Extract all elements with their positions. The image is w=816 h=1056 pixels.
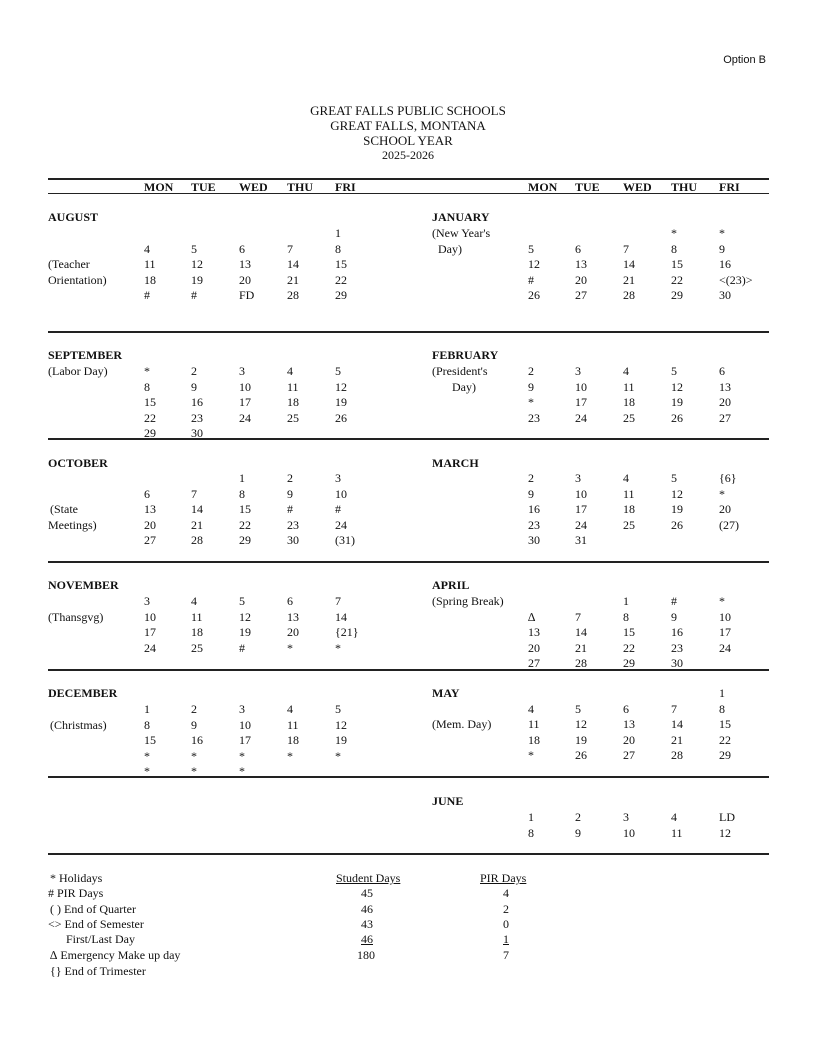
day-cell-september: 11 [287, 379, 299, 394]
day-cell-november: 19 [239, 625, 251, 639]
day-cell-january: 20 [575, 272, 587, 287]
day-cell-february: 4 [623, 364, 629, 378]
day-cell-march: 23 [528, 517, 540, 532]
bottom-rule [48, 853, 769, 855]
day-cell-december: * [144, 764, 150, 778]
day-cell-may: 13 [623, 717, 635, 731]
day-cell-november: 25 [191, 640, 203, 655]
day-cell-september: 25 [287, 410, 299, 425]
day-cell-january: 9 [719, 241, 725, 256]
day-cell-may: 14 [671, 717, 683, 731]
day-cell-september: 12 [335, 379, 347, 394]
month-label-may: MAY [432, 686, 460, 700]
day-cell-january: 16 [719, 257, 731, 271]
day-cell-september: 16 [191, 395, 203, 409]
day-cell-december: * [335, 748, 341, 763]
day-cell-august: 12 [191, 257, 203, 271]
day-cell-october: 8 [239, 486, 245, 501]
right-weekday-header: TUE [575, 180, 600, 194]
day-cell-january: * [671, 226, 677, 240]
day-cell-march: 12 [671, 486, 683, 501]
day-cell-may: 6 [623, 701, 629, 716]
day-cell-october: 21 [191, 517, 203, 532]
day-cell-december: * [191, 764, 197, 778]
day-cell-february: 25 [623, 410, 635, 425]
pir-days-value: 0 [503, 917, 509, 931]
day-cell-october: 15 [239, 502, 251, 516]
day-cell-march: 31 [575, 533, 587, 547]
day-cell-june: 10 [623, 825, 635, 840]
note-february: (President's [432, 364, 488, 378]
day-cell-august: 18 [144, 272, 156, 287]
legend-item: ( ) End of Quarter [50, 902, 136, 916]
header-line-3: SCHOOL YEAR [363, 133, 453, 148]
month-label-december: DECEMBER [48, 686, 118, 700]
day-cell-march: 30 [528, 533, 540, 547]
day-cell-december: 17 [239, 733, 251, 747]
legend-item: * Holidays [50, 871, 103, 885]
day-cell-august: FD [239, 288, 255, 302]
student-days-value: 46 [361, 932, 373, 946]
day-cell-march: 4 [623, 471, 629, 485]
option-label: Option B [723, 54, 766, 66]
day-cell-april: 27 [528, 656, 540, 670]
day-cell-september: * [144, 364, 150, 378]
day-cell-september: 15 [144, 395, 156, 409]
day-cell-february: 10 [575, 379, 587, 394]
day-cell-december: 12 [335, 717, 347, 732]
day-cell-january: 29 [671, 288, 683, 302]
day-cell-september: 18 [287, 395, 299, 409]
day-cell-december: * [191, 748, 197, 763]
note-august: (Teacher [48, 257, 90, 271]
day-cell-march: {6} [719, 471, 737, 485]
day-cell-november: 20 [287, 625, 299, 639]
day-cell-may: 4 [528, 701, 534, 716]
day-cell-august: 19 [191, 272, 203, 287]
day-cell-august: 6 [239, 241, 245, 256]
day-cell-november: 3 [144, 594, 150, 608]
day-cell-april: 17 [719, 625, 731, 639]
day-cell-february: * [528, 395, 534, 409]
note-august: Orientation) [48, 272, 107, 287]
day-cell-november: {21} [335, 625, 359, 639]
pir-days-value: 4 [503, 886, 509, 900]
legend-item: # PIR Days [48, 886, 104, 900]
day-cell-september: 9 [191, 379, 197, 394]
right-weekday-header: WED [623, 180, 652, 194]
day-cell-october: 20 [144, 517, 156, 532]
day-cell-february: 18 [623, 395, 635, 409]
day-cell-may: 22 [719, 732, 731, 747]
day-cell-march: 10 [575, 486, 587, 501]
student-days-header: Student Days [336, 871, 401, 885]
day-cell-october: # [335, 502, 341, 516]
day-cell-april: 14 [575, 625, 587, 639]
day-cell-may: 11 [528, 717, 540, 731]
month-label-september: SEPTEMBER [48, 348, 123, 362]
day-cell-september: 2 [191, 364, 197, 378]
day-cell-november: 5 [239, 594, 245, 608]
left-weekday-header: FRI [335, 180, 356, 194]
day-cell-may: 5 [575, 701, 581, 716]
note-january: (New Year's [432, 226, 491, 240]
day-cell-january: 21 [623, 272, 635, 287]
day-cell-april: 29 [623, 656, 635, 670]
header-line-2: GREAT FALLS, MONTANA [330, 118, 486, 133]
day-cell-august: 20 [239, 272, 251, 287]
left-weekday-header: THU [287, 180, 314, 194]
divider-2 [48, 438, 769, 440]
day-cell-january: 7 [623, 241, 629, 256]
day-cell-november: 14 [335, 609, 347, 624]
day-cell-june: 1 [528, 810, 534, 824]
day-cell-september: 5 [335, 364, 341, 378]
day-cell-august: 11 [144, 257, 156, 271]
day-cell-november: 24 [144, 640, 156, 655]
day-cell-december: * [144, 748, 150, 763]
day-cell-february: 27 [719, 410, 731, 425]
day-cell-april: 8 [623, 609, 629, 624]
day-cell-february: 3 [575, 364, 581, 378]
day-cell-january: 27 [575, 288, 587, 302]
day-cell-october: 13 [144, 502, 156, 516]
student-days-value: 43 [361, 917, 373, 931]
day-cell-april: 15 [623, 625, 635, 639]
header-line-4: 2025-2026 [382, 148, 434, 162]
day-cell-november: 4 [191, 594, 197, 608]
student-days-value: 45 [361, 886, 373, 900]
day-cell-december: * [287, 748, 293, 763]
day-cell-march: 19 [671, 502, 683, 516]
day-cell-february: 11 [623, 379, 635, 394]
day-cell-august: 4 [144, 241, 150, 256]
day-cell-december: 8 [144, 717, 150, 732]
day-cell-april: 28 [575, 656, 587, 670]
day-cell-may: * [528, 748, 534, 762]
day-cell-april: 10 [719, 609, 731, 624]
day-cell-august: # [144, 288, 150, 302]
day-cell-february: 5 [671, 364, 677, 378]
day-cell-august: 28 [287, 288, 299, 302]
day-cell-april: 20 [528, 640, 540, 655]
note-october: (State [50, 502, 78, 516]
day-cell-september: 8 [144, 379, 150, 394]
day-cell-february: 9 [528, 379, 534, 394]
divider-1 [48, 331, 769, 333]
day-cell-november: 11 [191, 609, 203, 624]
day-cell-october: 23 [287, 517, 299, 532]
day-cell-october: 24 [335, 517, 347, 532]
day-cell-october: 9 [287, 486, 293, 501]
day-cell-january: 28 [623, 288, 635, 302]
day-cell-may: 28 [671, 748, 683, 762]
day-cell-january: 6 [575, 241, 581, 256]
day-cell-october: 14 [191, 502, 203, 516]
day-cell-january: 5 [528, 241, 534, 256]
day-cell-april: 22 [623, 640, 635, 655]
pir-days-header: PIR Days [480, 871, 527, 885]
day-cell-march: 3 [575, 471, 581, 485]
day-cell-december: 10 [239, 717, 251, 732]
day-cell-september: 30 [191, 426, 203, 440]
day-cell-october: 10 [335, 486, 347, 501]
day-cell-august: 13 [239, 257, 251, 271]
day-cell-june: 2 [575, 810, 581, 824]
note-december: (Christmas) [50, 717, 107, 732]
day-cell-january: 26 [528, 288, 540, 302]
header-line-1: GREAT FALLS PUBLIC SCHOOLS [310, 103, 506, 118]
day-cell-august: 8 [335, 241, 341, 256]
day-cell-january: 12 [528, 257, 540, 271]
day-cell-january: * [719, 226, 725, 240]
day-cell-september: 26 [335, 410, 347, 425]
day-cell-august: 15 [335, 257, 347, 271]
month-label-october: OCTOBER [48, 456, 108, 470]
divider-4 [48, 669, 769, 671]
day-cell-may: 20 [623, 732, 635, 747]
day-cell-april: 30 [671, 656, 683, 670]
day-cell-november: * [287, 640, 293, 655]
pir-days-value: 1 [503, 932, 509, 946]
day-cell-march: 2 [528, 471, 534, 485]
day-cell-march: 26 [671, 517, 683, 532]
day-cell-october: 29 [239, 533, 251, 547]
day-cell-august: 5 [191, 241, 197, 256]
day-cell-november: 17 [144, 625, 156, 639]
day-cell-december: 16 [191, 733, 203, 747]
day-cell-december: * [239, 764, 245, 778]
day-cell-august: # [191, 288, 197, 302]
day-cell-august: 22 [335, 272, 347, 287]
day-cell-march: 9 [528, 486, 534, 501]
day-cell-february: 20 [719, 395, 731, 409]
day-cell-april: ∆ [528, 609, 536, 624]
day-cell-january: 14 [623, 257, 635, 271]
month-label-january: JANUARY [432, 210, 490, 224]
day-cell-november: 12 [239, 609, 251, 624]
day-cell-october: 6 [144, 486, 150, 501]
student-days-value: 46 [361, 902, 373, 916]
day-cell-february: 2 [528, 364, 534, 378]
pir-days-value: 7 [503, 948, 509, 962]
day-cell-april: 21 [575, 640, 587, 655]
day-cell-february: 12 [671, 379, 683, 394]
day-cell-september: 23 [191, 410, 203, 425]
day-cell-october: 1 [239, 471, 245, 485]
day-cell-february: 17 [575, 395, 587, 409]
day-cell-april: 13 [528, 625, 540, 639]
day-cell-september: 19 [335, 395, 347, 409]
day-cell-june: 9 [575, 825, 581, 840]
day-cell-april: 24 [719, 640, 731, 655]
month-label-november: NOVEMBER [48, 578, 119, 592]
legend-item: <> End of Semester [48, 917, 144, 931]
day-cell-january: 13 [575, 257, 587, 271]
day-cell-november: 7 [335, 594, 341, 608]
day-cell-february: 23 [528, 410, 540, 425]
day-cell-october: (31) [335, 533, 355, 547]
day-cell-may: 18 [528, 732, 540, 747]
day-cell-december: 1 [144, 702, 150, 716]
day-cell-october: 30 [287, 533, 299, 547]
day-cell-january: 8 [671, 241, 677, 256]
day-cell-december: 2 [191, 702, 197, 716]
day-cell-april: 9 [671, 609, 677, 624]
day-cell-may: 26 [575, 748, 587, 762]
day-cell-march: 20 [719, 502, 731, 516]
day-cell-november: 13 [287, 609, 299, 624]
day-cell-april: 7 [575, 609, 581, 624]
day-cell-march: * [719, 486, 725, 501]
day-cell-november: 18 [191, 625, 203, 639]
left-weekday-header: MON [144, 180, 174, 194]
day-cell-april: 16 [671, 625, 683, 639]
day-cell-june: LD [719, 810, 735, 824]
day-cell-december: 5 [335, 702, 341, 716]
day-cell-january: 30 [719, 288, 731, 302]
day-cell-december: 11 [287, 717, 299, 732]
note-february: Day) [452, 379, 476, 394]
day-cell-june: 4 [671, 810, 677, 824]
day-cell-february: 24 [575, 410, 587, 425]
month-label-april: APRIL [432, 578, 470, 592]
day-cell-november: 6 [287, 594, 293, 608]
day-cell-may: 7 [671, 701, 677, 716]
right-weekday-header: THU [671, 180, 698, 194]
day-cell-february: 6 [719, 364, 725, 378]
note-september: (Labor Day) [48, 364, 108, 378]
day-cell-august: 21 [287, 272, 299, 287]
day-cell-march: 11 [623, 486, 635, 501]
day-cell-may: 29 [719, 748, 731, 762]
day-cell-november: # [239, 640, 245, 655]
day-cell-march: 17 [575, 502, 587, 516]
day-cell-september: 24 [239, 410, 251, 425]
note-may: (Mem. Day) [432, 717, 492, 731]
day-cell-february: 19 [671, 395, 683, 409]
month-label-february: FEBRUARY [432, 348, 499, 362]
day-cell-february: 26 [671, 410, 683, 425]
note-january: Day) [438, 241, 462, 256]
day-cell-june: 8 [528, 825, 534, 840]
day-cell-march: 5 [671, 471, 677, 485]
day-cell-december: 4 [287, 702, 293, 716]
day-cell-may: 8 [719, 701, 725, 716]
day-cell-january: # [528, 272, 534, 287]
day-cell-april: 23 [671, 640, 683, 655]
day-cell-december: * [239, 748, 245, 763]
day-cell-october: 22 [239, 517, 251, 532]
day-cell-october: 3 [335, 471, 341, 485]
legend-item: {} End of Trimester [50, 964, 146, 978]
day-cell-june: 12 [719, 825, 731, 840]
left-weekday-header: WED [239, 180, 268, 194]
day-cell-december: 15 [144, 733, 156, 747]
day-cell-november: * [335, 640, 341, 655]
day-cell-april: # [671, 594, 677, 608]
day-cell-august: 14 [287, 257, 299, 271]
day-cell-may: 21 [671, 732, 683, 747]
day-cell-april: * [719, 594, 725, 608]
student-days-value: 180 [357, 948, 375, 962]
day-cell-may: 15 [719, 717, 731, 731]
day-cell-may: 12 [575, 717, 587, 731]
legend-item: First/Last Day [66, 932, 135, 946]
day-cell-february: 13 [719, 379, 731, 394]
note-november: (Thansgvg) [48, 609, 104, 624]
day-cell-october: 2 [287, 471, 293, 485]
day-cell-january: 22 [671, 272, 683, 287]
day-cell-september: 22 [144, 410, 156, 425]
day-cell-april: 1 [623, 594, 629, 608]
month-label-august: AUGUST [48, 210, 99, 224]
day-cell-january: <(23)> [719, 272, 753, 287]
day-cell-june: 11 [671, 825, 683, 840]
pir-days-value: 2 [503, 902, 509, 916]
day-cell-october: # [287, 502, 293, 516]
divider-3 [48, 561, 769, 563]
day-cell-may: 19 [575, 732, 587, 747]
day-cell-august: 7 [287, 241, 293, 256]
day-cell-october: 27 [144, 533, 156, 547]
day-cell-august: 29 [335, 288, 347, 302]
day-cell-september: 29 [144, 426, 156, 440]
day-cell-may: 27 [623, 748, 635, 762]
day-cell-november: 10 [144, 609, 156, 624]
day-cell-may: 1 [719, 686, 725, 700]
right-weekday-header: MON [528, 180, 558, 194]
day-cell-september: 3 [239, 364, 245, 378]
day-cell-september: 4 [287, 364, 293, 378]
month-label-march: MARCH [432, 456, 479, 470]
day-cell-december: 3 [239, 702, 245, 716]
day-cell-march: 18 [623, 502, 635, 516]
note-april: (Spring Break) [432, 594, 504, 608]
day-cell-march: 24 [575, 517, 587, 532]
day-cell-december: 19 [335, 733, 347, 747]
left-weekday-header: TUE [191, 180, 216, 194]
month-label-june: JUNE [432, 794, 464, 808]
day-cell-december: 9 [191, 717, 197, 732]
day-cell-december: 18 [287, 733, 299, 747]
divider-5 [48, 776, 769, 778]
day-cell-march: 25 [623, 517, 635, 532]
note-october: Meetings) [48, 517, 97, 532]
day-cell-october: 28 [191, 533, 203, 547]
day-cell-march: 16 [528, 502, 540, 516]
day-cell-august: 1 [335, 226, 341, 240]
legend-item: ∆ Emergency Make up day [50, 948, 181, 962]
day-cell-september: 17 [239, 395, 251, 409]
day-cell-january: 15 [671, 257, 683, 271]
right-weekday-header: FRI [719, 180, 740, 194]
day-cell-march: (27) [719, 517, 739, 532]
day-cell-october: 7 [191, 486, 197, 501]
day-cell-june: 3 [623, 810, 629, 824]
day-cell-september: 10 [239, 379, 251, 394]
